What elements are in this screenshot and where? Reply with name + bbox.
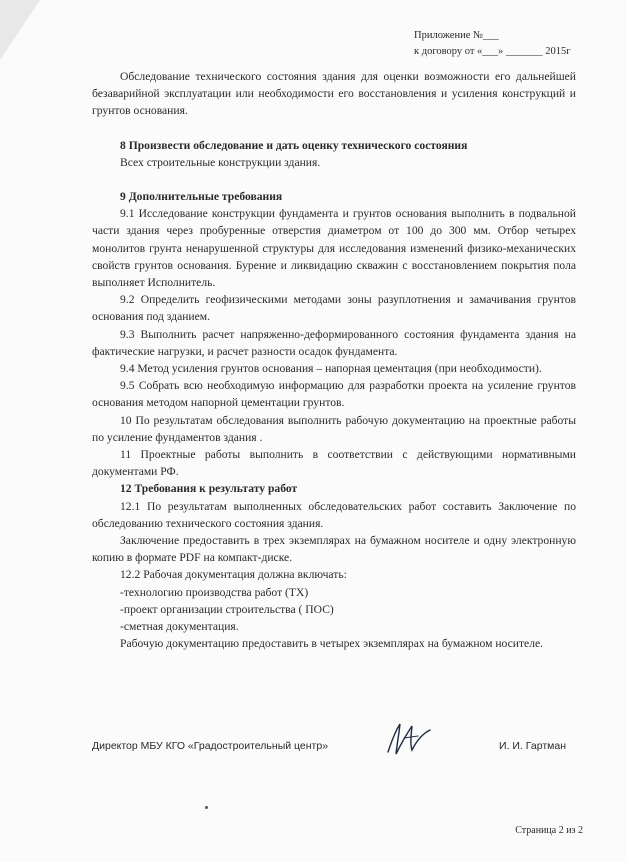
section-11: 11 Проектные работы выполнить в соответствии с действующими нормативными документами РФ. [92, 448, 576, 479]
appendix-header [414, 28, 614, 60]
section-12-heading: 12 Требования к результату работ [120, 482, 298, 496]
list-item: -сметная документация. [120, 620, 239, 634]
section-9-heading: 9 Дополнительные требования [120, 190, 283, 204]
list-item: -технологию производства работ (ТХ) [120, 585, 309, 599]
section-8-heading: 8 Произвести обследование и дать оценку технического состояния [120, 138, 468, 152]
handwritten-signature-icon [382, 718, 434, 758]
scan-speck [205, 806, 208, 809]
section-9-1: 9.1 Исследование конструкции фундамента и грунтов основания выполнить в подвальной части здания через пробуренные отверстия диаметром от 100 до 300 мм. Отбор четырех монолитов грунта ненарушенной структуры для исследования изменений физико-механических свойств грунтов основания. Бурение и ликвидацию скважин с восстановлением покрытия пола выполняет Исполнитель. [92, 207, 576, 290]
section-12-2: 12.2 Рабочая документация должна включать: [120, 568, 347, 582]
section-9-5: 9.5 Собрать всю необходимую информацию для разработки проекта на усиление грунтов основания методом напорной цементации грунтов. [92, 379, 576, 410]
section-9-2: 9.2 Определить геофизическими методами зоны разуплотнения и замачивания грунтов основания под зданием. [92, 293, 576, 324]
section-12-1-copies: Заключение предоставить в трех экземплярах на бумажном носителе и одну электронную копию в формате PDF на компакт-диске. [92, 534, 576, 565]
appendix-number: Приложение №___ [414, 30, 499, 41]
intro-paragraph: Обследование технического состояния здания для оценки возможности его дальнейшей безаварийной эксплуатации или необходимости его восстановления и усиления конструкций и грунтов основания. [92, 70, 576, 118]
closing-paragraph: Рабочую документацию предоставить в четырех экземплярах на бумажном носителе. [120, 637, 544, 651]
section-9-4: 9.4 Метод усиления грунтов основания – напорная цементация (при необходимости). [120, 362, 542, 376]
page-number: Страница 2 из 2 [515, 825, 583, 836]
section-12-1: 12.1 По результатам выполненных обследовательских работ составить Заключение по обследованию технического состояния здания. [92, 499, 576, 530]
signer-name: И. И. Гартман [499, 740, 566, 752]
section-10: 10 По результатам обследования выполнить рабочую документацию на проектные работы по усиление фундаментов здания . [92, 413, 576, 444]
document-body [92, 68, 576, 653]
page-corner-shadow [0, 0, 40, 60]
signer-title: Директор МБУ КГО «Градостроительный центр» [92, 740, 329, 752]
contract-reference: к договору от «___» _______ 2015г [414, 46, 571, 57]
section-8-text: Всех строительные конструкции здания. [120, 155, 321, 169]
signature-block [92, 732, 576, 762]
list-item: -проект организации строительства ( ПОС) [120, 602, 334, 616]
section-9-3: 9.3 Выполнить расчет напряженно-деформированного состояния фундамента здания на фактические нагрузки, и расчет разности осадок фундамента. [92, 327, 576, 358]
